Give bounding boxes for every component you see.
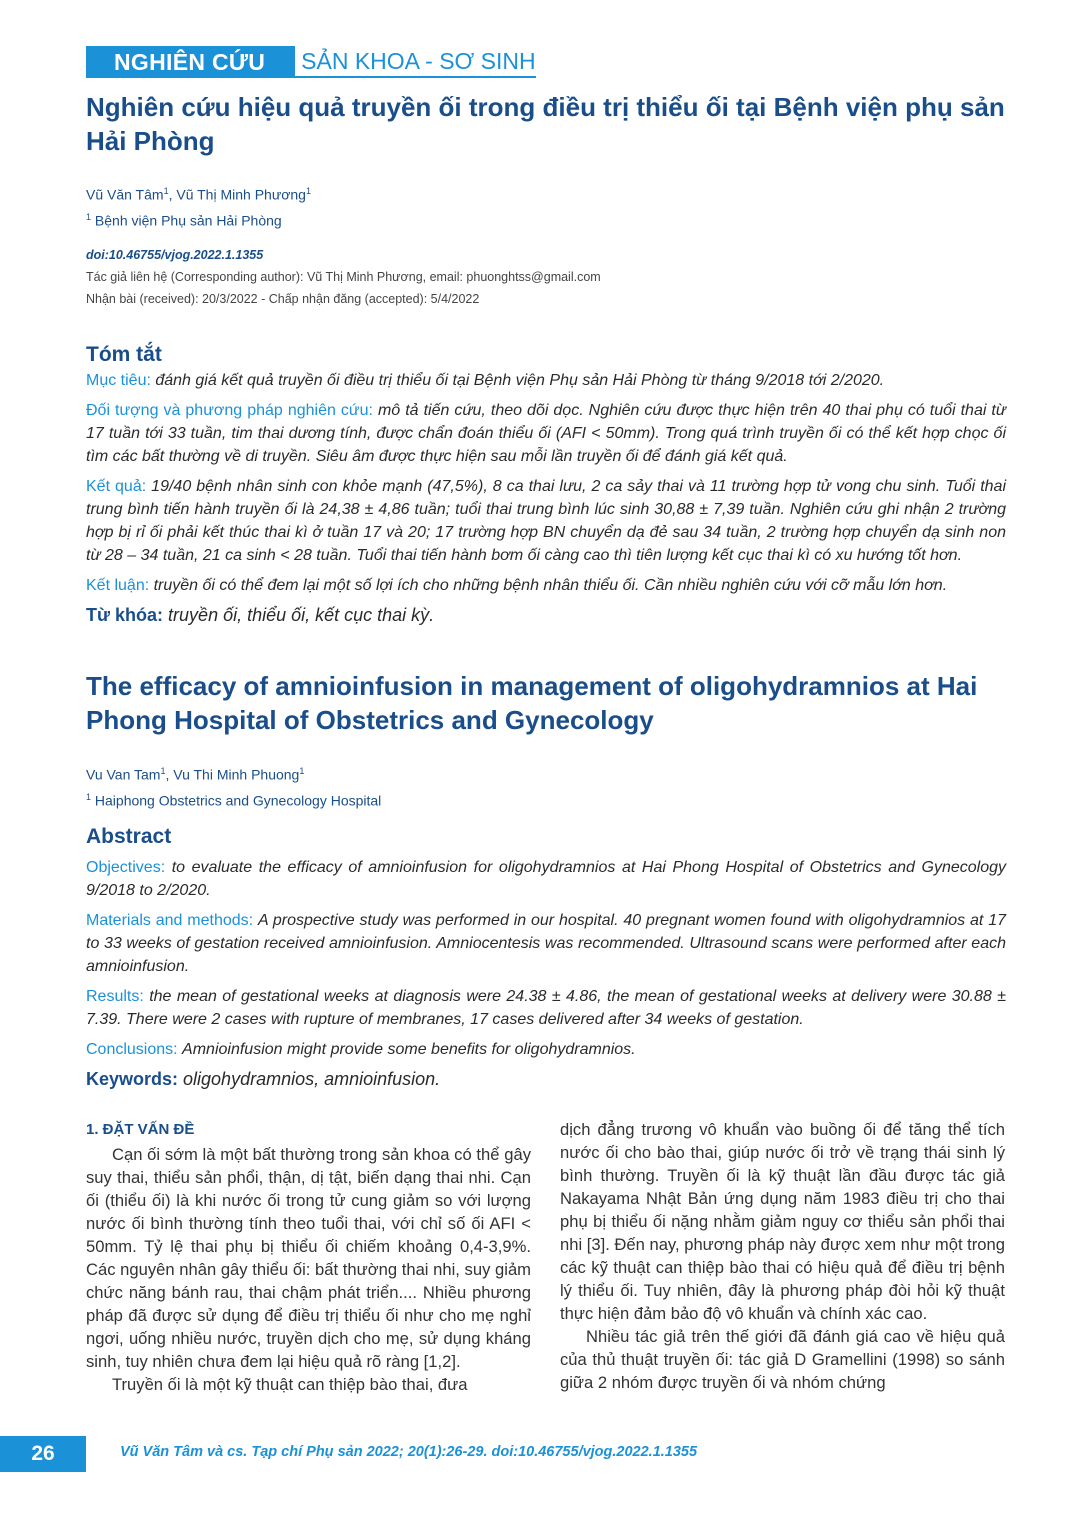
abstract-label: Đối tượng và phương pháp nghiên cứu:: [86, 402, 378, 419]
abstract-paragraph: [86, 909, 1006, 978]
author-block-en: [86, 760, 1006, 811]
footer-citation: Vũ Văn Tâm và cs. Tạp chí Phụ sản 2022; 20(1):26-29. doi:10.46755/vjog.2022.1.1355: [120, 1444, 698, 1460]
abstract-paragraph: [86, 369, 1006, 392]
keywords-text: oligohydramnios, amnioinfusion.: [183, 1069, 441, 1089]
body-column-left: [86, 1118, 531, 1396]
abstract-label: Mục tiêu:: [86, 372, 156, 389]
affiliation-en: [86, 786, 1006, 812]
abstract-text: đánh giá kết quả truyền ối điều trị thiểu ối tại Bệnh viện Phụ sản Hải Phòng từ tháng 9/2018 tới 2/2020.: [155, 372, 885, 389]
author-name: Vũ Thị Minh Phương: [176, 186, 306, 203]
author-separator: ,: [165, 766, 174, 783]
abstract-text: Amnioinfusion might provide some benefits for oligohydramnios.: [182, 1041, 636, 1058]
section-label: NGHIÊN CỨU: [86, 46, 295, 78]
received-accepted-dates: Nhận bài (received): 20/3/2022 - Chấp nhận đăng (accepted): 5/4/2022: [86, 292, 480, 306]
page-footer: [0, 1436, 1090, 1472]
abstract-label: Materials and methods:: [86, 912, 258, 929]
affiliation-text: Bệnh viện Phụ sản Hải Phòng: [94, 212, 282, 229]
affiliation-vi: [86, 206, 1006, 232]
abstract-label: Results:: [86, 988, 150, 1005]
article-title-vi: Nghiên cứu hiệu quả truyền ối trong điều trị thiểu ối tại Bệnh viện phụ sản Hải Phòng: [86, 92, 1005, 156]
keywords-vi: [86, 604, 1006, 627]
affiliation-mark: 1: [163, 186, 169, 196]
section-header: [86, 46, 536, 78]
section-heading: 1. ĐẶT VẤN ĐỀ: [86, 1121, 195, 1138]
abstract-text: the mean of gestational weeks at diagnosis were 24.38 ± 4.86, the mean of gestational weeks at delivery were 30.88 ± 7.39. There were 2 cases with rupture of membranes, 17 cases delivered after 34 weeks of gestation.: [86, 988, 1006, 1028]
author-name: Vu Van Tam: [86, 766, 161, 783]
abstract-text: truyền ối có thể đem lại một số lợi ích cho những bệnh nhân thiểu ối. Cần nhiều nghiên cứu với cỡ mẫu lớn hơn.: [153, 577, 948, 594]
corresponding-author: Tác giả liên hệ (Corresponding author): Vũ Thị Minh Phương, email: phuonghtss@gmail.com: [86, 270, 601, 284]
abstract-text: mô tả tiến cứu, theo dõi dọc. Nghiên cứu được thực hiện trên 40 thai phụ có tuổi thai từ 17 tuần tới 33 tuần, tim thai dương tính, được chẩn đoán thiểu ối (AFI < 50mm). Trong quá trình truyền ối có thể kết hợp chọc ối tìm các bất thường về di truyền. Siêu âm được thực hiện sau mỗi lần truyền ối để đánh giá kết quả.: [86, 402, 1006, 465]
abstract-label: Objectives:: [86, 859, 172, 876]
affiliation-mark: 1: [86, 791, 92, 802]
body-paragraph: Truyền ối là một kỹ thuật can thiệp bào thai, đưa: [112, 1375, 468, 1394]
body-paragraph: Nhiều tác giả trên thế giới đã đánh giá cao về hiệu quả của thủ thuật truyền ối: tác giả D Gramellini (1998) so sánh giữa 2 nhóm được truyền ối và nhóm chứng: [560, 1327, 1005, 1392]
author-name: Vũ Văn Tâm: [86, 186, 164, 203]
abstract-en: [86, 856, 1006, 1098]
abstract-label: Conclusions:: [86, 1041, 183, 1058]
keywords-en: [86, 1068, 1006, 1091]
keywords-text: truyền ối, thiểu ối, kết cục thai kỳ.: [168, 605, 435, 625]
keywords-label: Từ khóa:: [86, 605, 169, 625]
author-block-vi: [86, 180, 1006, 231]
affiliation-mark: 1: [305, 186, 311, 196]
doi-link[interactable]: doi:10.46755/vjog.2022.1.1355: [86, 248, 264, 262]
keywords-label: Keywords:: [86, 1069, 184, 1089]
abstract-paragraph: [86, 475, 1006, 567]
article-info: [86, 244, 1006, 310]
abstract-vi: [86, 369, 1006, 634]
author-name: Vu Thi Minh Phuong: [173, 766, 300, 783]
abstract-paragraph: [86, 856, 1006, 902]
abstract-paragraph: [86, 985, 1006, 1031]
body-paragraph: Cạn ối sớm là một bất thường trong sản khoa có thể gây suy thai, thiểu sản phổi, thận, dị tật, biến dạng thai nhi. Cạn ối (thiểu ối) là khi nước ối trong tử cung giảm so với lượng nước ối bình thường tính theo tuổi thai, với chỉ số ối AFI < 50mm. Tỷ lệ thai phụ bị thiểu ối chiếm khoảng 0,4-3,9%. Các nguyên nhân gây thiểu ối: bất thường thai nhi, suy giảm chức năng bánh rau, thai chậm phát triển.... Nhiều phương pháp đã được sử dụng để điều trị thiểu ối như cho mẹ nghỉ ngơi, uống nhiều nước, truyền dịch cho mẹ, sử dụng kháng sinh, tuy nhiên chưa đem lại hiệu quả rõ ràng [1,2].: [86, 1145, 531, 1371]
body-column-right: [560, 1118, 1005, 1394]
abstract-paragraph: [86, 399, 1006, 468]
abstract-heading-en: Abstract: [86, 825, 172, 848]
abstract-text: 19/40 bệnh nhân sinh con khỏe mạnh (47,5%), 8 ca thai lưu, 2 ca sảy thai và 11 trường hợp tử vong chu sinh. Tuổi thai trung bình tiến hành truyền ối là 24,38 ± 4,86 tuần; tuổi thai trung bình lúc sinh 30,88 ± 7,39 tuần. Nghiên cứu ghi nhận 2 trường hợp bị rỉ ối phải kết thúc thai kì ở tuần 17 và 20; 17 trường hợp BN chuyển dạ đẻ sau 34 tuần, 2 trường hợp chuyển dạ sinh non từ 28 – 34 tuần, 21 ca sinh < 28 tuần. Tuổi thai tiến hành bơm ối càng cao thì tiên lượng kết cục thai kì có xu hướng tốt hơn.: [86, 478, 1006, 564]
affiliation-mark: 1: [86, 211, 92, 222]
abstract-label: Kết quả:: [86, 478, 152, 495]
affiliation-mark: 1: [160, 766, 166, 776]
authors-vi: [86, 180, 1006, 206]
abstract-label: Kết luận:: [86, 577, 154, 594]
article-title-en: The efficacy of amnioinfusion in management of oligohydramnios at Hai Phong Hospital of Obstetrics and Gynecology: [86, 671, 978, 735]
affiliation-mark: 1: [299, 766, 305, 776]
abstract-text: A prospective study was performed in our hospital. 40 pregnant women found with oligohydramnios at 17 to 33 weeks of gestation received amnioinfusion. Amniocentesis was recommended. Ultrasound scans were performed after each amnioinfusion.: [86, 912, 1007, 975]
topic-label: SẢN KHOA - SƠ SINH: [295, 46, 535, 78]
abstract-paragraph: [86, 1038, 1006, 1061]
authors-en: [86, 760, 1006, 786]
affiliation-text: Haiphong Obstetrics and Gynecology Hospital: [94, 792, 382, 809]
abstract-paragraph: [86, 574, 1006, 597]
abstract-heading-vi: Tóm tắt: [86, 343, 162, 366]
body-paragraph: dịch đẳng trương vô khuẩn vào buồng ối để tăng thể tích nước ối cho bào thai, giúp nước ối trở về trạng thái sinh lý bình thường. Truyền ối là kỹ thuật lần đầu được tác giả Nakayama Nhật Bản ứng dụng năm 1983 điều trị cho thai phụ bị thiểu ối nặng nhằm giảm nguy cơ thiểu sản phổi thai nhi [3]. Đến nay, phương pháp này được xem như một trong các kỹ thuật can thiệp bào thai có hiệu quả để điều trị bệnh lý thiểu ối. Tuy nhiên, đây là phương pháp đòi hỏi kỹ thuật thực hiện đảm bảo độ vô khuẩn và chính xác cao.: [560, 1120, 1005, 1323]
abstract-text: to evaluate the efficacy of amnioinfusion for oligohydramnios at Hai Phong Hospital of Obstetrics and Gynecology 9/2018 to 2/2020.: [86, 859, 1007, 899]
author-separator: ,: [168, 186, 177, 203]
page-number: 26: [0, 1436, 86, 1472]
